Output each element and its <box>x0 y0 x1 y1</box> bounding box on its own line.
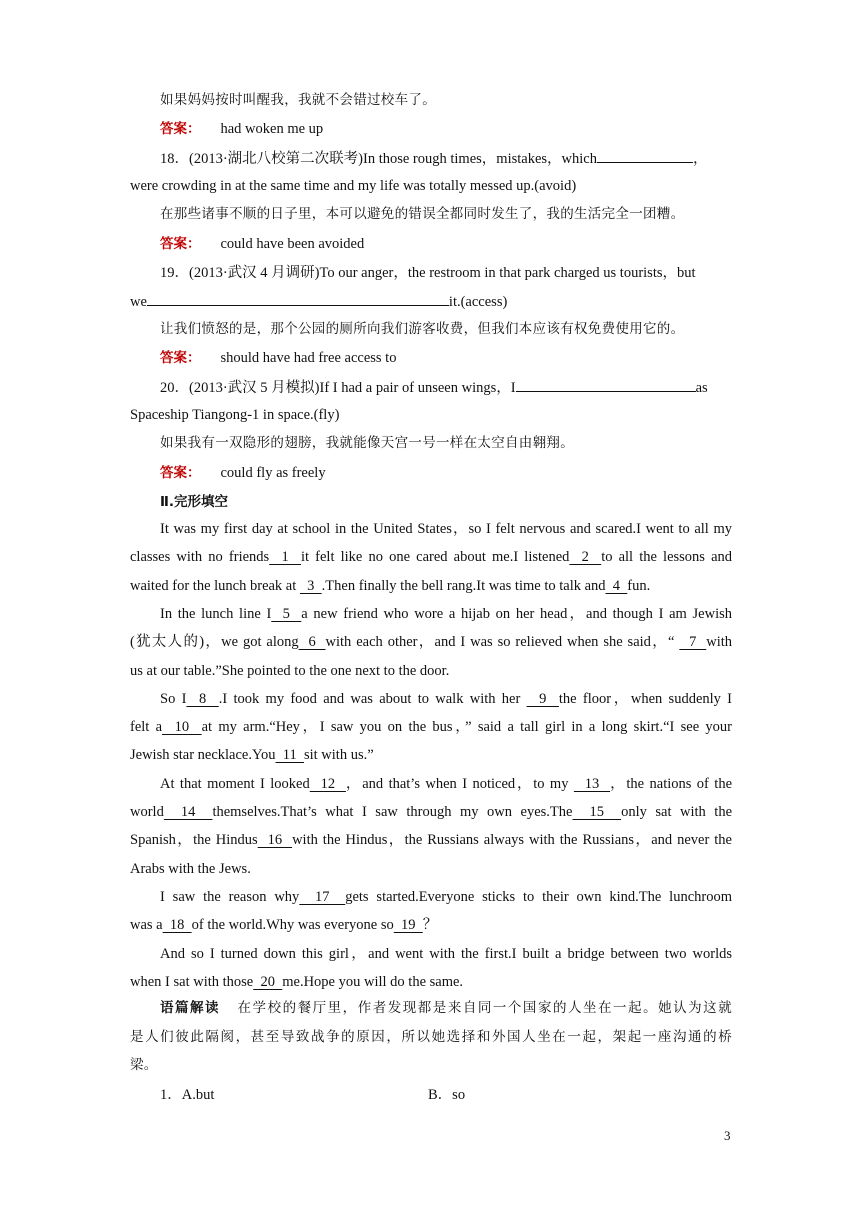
cloze-blank-number: 17 <box>299 888 346 905</box>
passage-line <box>130 745 374 765</box>
analysis-text: 在学校的餐厅里，作者发现都是来自同一个国家的人坐在一起。她认为这就 <box>237 1000 732 1016</box>
answer-label: 答案： <box>160 121 201 137</box>
passage-text: to all the lessons and <box>601 549 733 566</box>
cloze-blank-number: 9 <box>526 690 559 707</box>
cloze-blank-number: 3 <box>299 577 322 594</box>
q20-answer <box>160 463 326 483</box>
passage-text: So I <box>160 690 187 707</box>
passage-text: Jewish star necklace.You <box>130 747 276 764</box>
passage-text: with each other，and I was so relieved when she said，“ <box>325 634 680 651</box>
passage-text: it felt like no one cared about me.I listened <box>300 549 570 566</box>
cloze-blank-number: 6 <box>298 634 326 651</box>
passage-line <box>160 604 732 624</box>
passage-text: was a <box>130 917 163 934</box>
cloze-blank-number: 4 <box>605 577 628 594</box>
q19-question-line1: 19．(2013·武汉 4 月调研)To our anger，the restroom in that park charged us tourists，but <box>160 265 696 281</box>
passage-text: the floor，when suddenly I <box>558 690 733 707</box>
passage-text: felt a <box>130 719 163 736</box>
passage-text: with <box>706 634 733 651</box>
analysis-line1 <box>160 998 732 1018</box>
passage-line <box>130 830 732 850</box>
cloze-blank-number: 18 <box>162 917 192 934</box>
passage-text: And so I turned down this girl，and went with the first.I built a bridge between two worlds <box>160 945 732 962</box>
passage-text: ，the nations of the <box>610 775 733 792</box>
cloze-blank-number: 16 <box>257 832 293 849</box>
passage-text: classes with no friends <box>130 549 270 566</box>
passage-line <box>130 859 251 879</box>
passage-text: sit with us.” <box>303 747 374 764</box>
option-b: B．so <box>428 1087 466 1103</box>
passage-line <box>130 576 650 596</box>
analysis-line3: 梁。 <box>130 1057 158 1073</box>
answer-label: 答案： <box>160 350 201 366</box>
cloze-blank-number: 15 <box>572 804 622 820</box>
q19-translation: 让我们愤怒的是，那个公园的厕所向我们游客收费，但我们本应该有权免费使用它的。 <box>160 321 685 337</box>
passage-text: Spanish，the Hindus <box>130 832 258 849</box>
q17-translation: 如果妈妈按时叫醒我，我就不会错过校车了。 <box>160 92 436 108</box>
section-title: Ⅱ.完形填空 <box>160 494 229 510</box>
q20-translation: 如果我有一双隐形的翅膀，我就能像天宫一号一样在太空自由翱翔。 <box>160 435 574 451</box>
passage-text: Arabs with the Jews. <box>130 860 251 877</box>
passage-text: ，and that’s when I noticed，to my <box>345 775 574 792</box>
passage-text: I saw the reason why <box>160 888 300 905</box>
passage-line <box>130 802 732 822</box>
passage-text: only sat with the <box>621 804 733 820</box>
option-a: 1．A.but <box>160 1087 215 1103</box>
passage-line <box>160 944 732 964</box>
answer-blank <box>516 377 696 392</box>
q19-prefix: we <box>130 294 147 310</box>
passage-line <box>130 915 437 935</box>
answer-text: could fly as freely <box>220 465 326 481</box>
answer-text: should have had free access to <box>220 350 397 366</box>
passage-line <box>130 547 732 567</box>
answer-text: could have been avoided <box>220 236 365 252</box>
passage-text: In the lunch line I <box>160 605 272 622</box>
passage-text: me.Hope you will do the same. <box>282 973 464 990</box>
passage-text: .I took my food and was about to walk with her <box>218 690 527 707</box>
q18-question-line1 <box>160 148 707 169</box>
passage-text: fun. <box>627 577 651 594</box>
q19-suffix: it.(access) <box>448 294 508 310</box>
passage-text: of the world.Why was everyone so <box>191 917 394 934</box>
passage-line <box>130 972 463 992</box>
passage-line <box>160 689 732 709</box>
passage-line <box>130 632 732 652</box>
cloze-blank-number: 13 <box>573 775 611 792</box>
cloze-blank-number: 7 <box>679 634 707 651</box>
passage-text: us at our table.”She pointed to the one next to the door. <box>130 662 450 679</box>
answer-text: had woken me up <box>220 121 324 137</box>
passage-text: with the Hindus，the Russians always with the Russians，and never the <box>292 832 732 849</box>
q18-question-line2: were crowding in at the same time and my life was totally messed up.(avoid) <box>130 178 577 194</box>
q18-suffix: ， <box>692 151 708 167</box>
cloze-blank-number: 8 <box>186 690 219 707</box>
cloze-blank-number: 1 <box>269 549 301 566</box>
answer-blank <box>147 291 449 306</box>
passage-text: ？ <box>422 917 438 934</box>
answer-blank <box>597 148 693 163</box>
q20-question-line2: Spaceship Tiangong-1 in space.(fly) <box>130 407 340 423</box>
cloze-blank-number: 12 <box>309 775 346 792</box>
q19-question-line2 <box>130 291 507 312</box>
passage-text: gets started.Everyone sticks to their own kind.The lunchroom <box>345 888 732 905</box>
q17-answer <box>160 119 323 139</box>
passage-text: It was my first day at school in the United States，so I felt nervous and scared.I went to all my <box>160 521 732 537</box>
cloze-blank-number: 19 <box>393 917 423 934</box>
q18-translation: 在那些诸事不顺的日子里，本可以避免的错误全都同时发生了，我的生活完全一团糟。 <box>160 206 685 222</box>
cloze-blank-number: 20 <box>253 973 283 990</box>
passage-text: themselves.That’s what I saw through my own eyes.The <box>212 804 573 820</box>
passage-text: waited for the lunch break at <box>130 577 300 594</box>
analysis-label: 语篇解读 <box>160 1000 221 1016</box>
cloze-blank-number: 11 <box>275 747 304 764</box>
passage-line <box>130 717 732 737</box>
q18-prefix: 18．(2013·湖北八校第二次联考)In those rough times，mistakes，which <box>160 151 597 167</box>
cloze-blank-number: 2 <box>569 549 602 566</box>
passage-line <box>160 774 732 794</box>
page-number: 3 <box>724 1128 731 1143</box>
analysis-line2: 是人们彼此隔阂，甚至导致战争的原因，所以她选择和外国人坐在一起，架起一座沟通的桥 <box>130 1029 732 1045</box>
q20-suffix: as <box>695 380 708 396</box>
passage-text: when I sat with those <box>130 973 254 990</box>
cloze-blank-number: 10 <box>162 719 202 736</box>
q20-question-line1 <box>160 377 708 398</box>
passage-line <box>160 519 732 539</box>
passage-line <box>130 661 449 681</box>
passage-text: world <box>130 804 164 820</box>
q19-answer <box>160 348 396 368</box>
passage-line <box>160 887 732 907</box>
passage-text: a new friend who wore a hijab on her head，and though I am Jewish <box>301 605 732 622</box>
passage-text: at my arm.“Hey，I saw you on the bus，” said a tall girl in a long skirt.“I see your <box>201 719 732 736</box>
cloze-blank-number: 5 <box>271 605 302 622</box>
q18-answer <box>160 234 364 254</box>
passage-text: (犹太人的)，we got along <box>130 634 299 651</box>
passage-text: .Then finally the bell rang.It was time to talk and <box>321 577 606 594</box>
cloze-blank-number: 14 <box>163 804 213 820</box>
q20-prefix: 20．(2013·武汉 5 月模拟)If I had a pair of unseen wings，I <box>160 380 516 396</box>
passage-text: At that moment I looked <box>160 775 310 792</box>
answer-label: 答案： <box>160 465 201 481</box>
answer-label: 答案： <box>160 236 201 252</box>
